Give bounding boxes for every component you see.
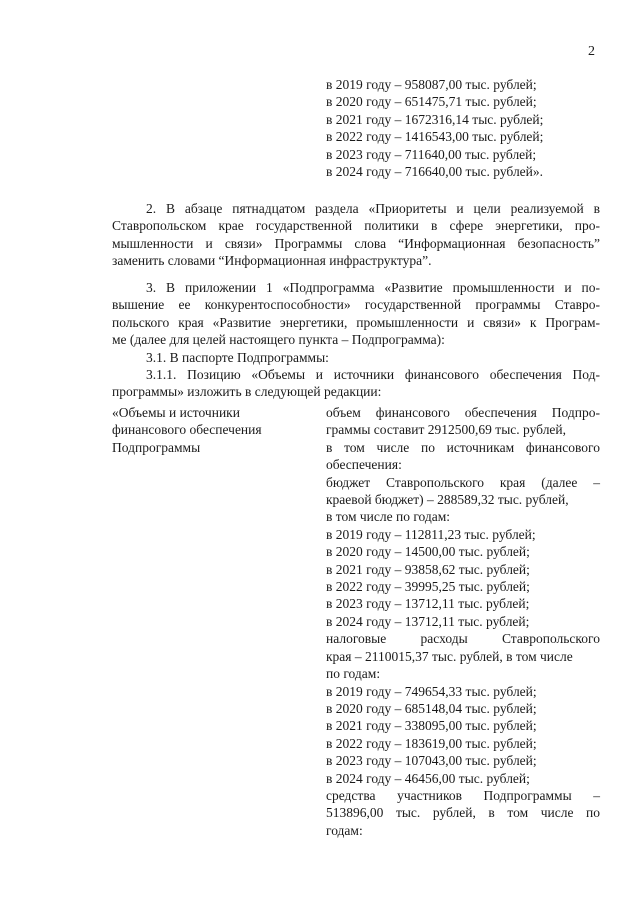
list-item: в 2022 году – 1416543,00 тыс. рублей; xyxy=(326,129,544,145)
text-line: края – 2110015,37 тыс. рублей, в том числе xyxy=(326,648,573,664)
text-line: 513896,00 тыс. рублей, в том числе по xyxy=(326,805,600,821)
list-item: в 2021 году – 338095,00 тыс. рублей; xyxy=(326,718,537,734)
text-line: обеспечения: xyxy=(326,457,402,473)
paragraph-3-1-1 xyxy=(112,366,600,401)
text-line: налоговые расходы Ставропольского xyxy=(326,631,600,647)
text-line: 2. В абзаце пятнадцатом раздела «Приоритеты и цели реализуемой в xyxy=(146,201,600,216)
list-item: в 2019 году – 749654,33 тыс. рублей; xyxy=(326,683,537,699)
text-line: программы» изложить в следующей редакции: xyxy=(112,384,382,400)
text-line: Ставропольском крае государственной политики в сфере энергетики, про- xyxy=(112,218,600,234)
text-line: объем финансового обеспечения Подпро- xyxy=(326,405,600,420)
list-item: в 2020 году – 14500,00 тыс. рублей; xyxy=(326,544,530,560)
text-line: вышение ее конкурентоспособности» государственной программы Ставро- xyxy=(112,297,600,313)
text-line: ме (далее для целей настоящего пункта – Подпрограмма): xyxy=(112,332,445,348)
list-item: в 2020 году – 685148,04 тыс. рублей; xyxy=(326,700,537,716)
table-right-cell xyxy=(326,404,600,839)
list-item: в 2023 году – 711640,00 тыс. рублей; xyxy=(326,146,537,162)
text-line: краевой бюджет) – 288589,32 тыс. рублей, xyxy=(326,492,569,508)
paragraph-3 xyxy=(112,279,600,349)
list-item: в 2023 году – 13712,11 тыс. рублей; xyxy=(326,596,530,612)
text-line: граммы составит 2912500,69 тыс. рублей, xyxy=(326,422,567,438)
list-item: в 2021 году – 1672316,14 тыс. рублей; xyxy=(326,111,544,127)
list-item: в 2024 году – 13712,11 тыс. рублей; xyxy=(326,613,530,629)
list-item: в 2023 году – 107043,00 тыс. рублей; xyxy=(326,753,537,769)
paragraph-2 xyxy=(112,200,600,270)
text-line: 3. В приложении 1 «Подпрограмма «Развитие промышленности и по- xyxy=(146,280,600,295)
list-item: в 2024 году – 716640,00 тыс. рублей». xyxy=(326,164,544,180)
text-line: годам: xyxy=(326,822,363,838)
text-line: 3.1.1. Позицию «Объемы и источники финансового обеспечения Под- xyxy=(146,367,600,382)
text-line: по годам: xyxy=(326,666,381,682)
text-line: «Объемы и источники xyxy=(112,405,240,420)
list-item: в 2024 году – 46456,00 тыс. рублей; xyxy=(326,770,530,786)
table-left-cell xyxy=(112,404,262,456)
text-line: польского края «Развитие энергетики, промышленности и связи» к Програм- xyxy=(112,314,600,330)
paragraph-3-1: 3.1. В паспорте Подпрограммы: xyxy=(146,350,329,365)
text-line: мышленности и связи» Программы слова “Информационная безопасность” xyxy=(112,235,600,251)
list-item: в 2022 году – 39995,25 тыс. рублей; xyxy=(326,579,530,595)
list-item: в 2019 году – 112811,23 тыс. рублей; xyxy=(326,526,536,542)
top-funding-years-list xyxy=(326,76,543,180)
text-line: бюджет Ставропольского края (далее – xyxy=(326,474,600,490)
list-item: в 2022 году – 183619,00 тыс. рублей; xyxy=(326,735,537,751)
text-line: финансового обеспечения xyxy=(112,422,262,438)
text-line: Подпрограммы xyxy=(112,439,201,455)
text-line: средства участников Подпрограммы – xyxy=(326,787,600,803)
text-line: в том числе по источникам финансового xyxy=(326,439,600,455)
text-line: в том числе по годам: xyxy=(326,509,451,525)
list-item: в 2020 году – 651475,71 тыс. рублей; xyxy=(326,94,537,110)
text-line: заменить словами “Информационная инфраструктура”. xyxy=(112,253,432,269)
list-item: в 2021 году – 93858,62 тыс. рублей; xyxy=(326,561,530,577)
page-number: 2 xyxy=(588,44,595,59)
list-item: в 2019 году – 958087,00 тыс. рублей; xyxy=(326,77,537,92)
